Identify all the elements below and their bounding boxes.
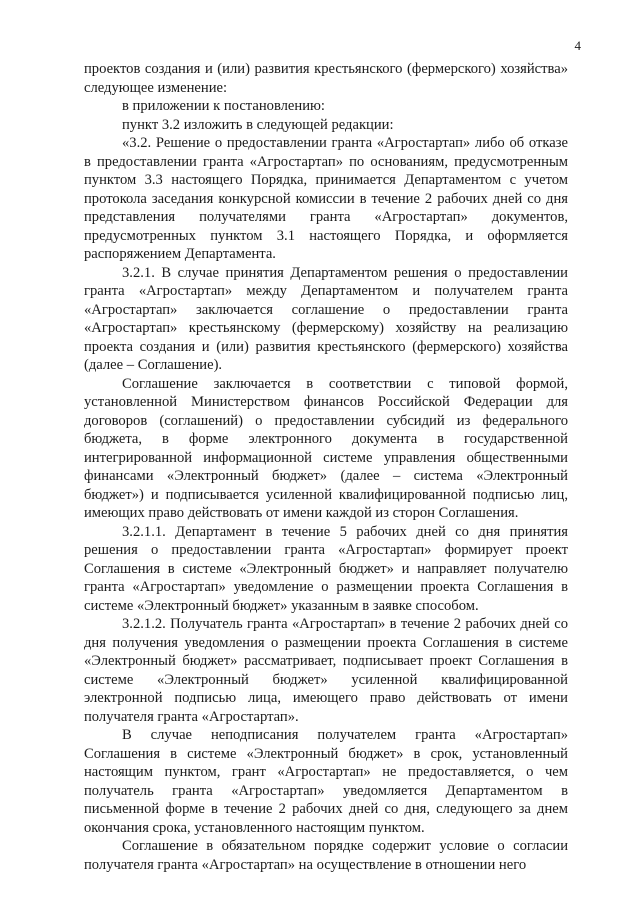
paragraph: Соглашение в обязательном порядке содержит условие о согласии получателя гранта «Агростартап» на осуществление в отношении него [84, 838, 568, 873]
page-number: 4 [574, 38, 581, 53]
paragraph: 3.2.1. В случае принятия Департаментом решения о предоставлении гранта «Агростартап» между Департаментом и получателем гранта «Агростартап» заключается соглашение о предоставлении гранта «Агростартап» крестьянскому (фермерскому) хозяйству на реализацию проекта создания и (или) развития крестьянского (фермерского) хозяйства (далее – Соглашение). [84, 264, 568, 373]
paragraph: Соглашение заключается в соответствии с типовой формой, установленной Министерством финансов Российской Федерации для договоров (соглашений) о предоставлении субсидий из федерального бюджета, в форме электронного документа в государственной интегрированной информационной системе управления общественными финансами «Электронный бюджет» (далее – система «Электронный бюджет») и подписывается усиленной квалифицированной подписью лиц, имеющих право действовать от имени каждой из сторон Соглашения. [84, 375, 568, 521]
paragraph: пункт 3.2 изложить в следующей редакции: [122, 116, 394, 133]
paragraph: проектов создания и (или) развития крестьянского (фермерского) хозяйства» следующее изменение: [84, 61, 568, 96]
paragraph: В случае неподписания получателем гранта «Агростартап» Соглашения в системе «Электронный бюджет» в срок, установленный настоящим пунктом, грант «Агростартап» не предоставляется, о чем получатель гранта «Агростартап» уведомляется Департаментом в письменной форме в течение 2 рабочих дней со дня, следующего за днем окончания срока, установленного настоящим пунктом. [84, 727, 568, 836]
paragraph: «3.2. Решение о предоставлении гранта «Агростартап» либо об отказе в предоставлении гранта «Агростартап» по основаниям, предусмотренным пунктом 3.3 настоящего Порядка, принимается Департаментом с учетом протокола заседания конкурсной комиссии в течение 2 рабочих дней со дня представления получателями гранта «Агростартап» документов, предусмотренных пунктом 3.1 настоящего Порядка, и оформляется распоряжением Департамента. [84, 135, 568, 262]
paragraph: 3.2.1.2. Получатель гранта «Агростартап» в течение 2 рабочих дней со дня получения уведомления о размещении проекта Соглашения в системе «Электронный бюджет» рассматривает, подписывает проект Соглашения в системе «Электронный бюджет» усиленной квалифицированной электронной подписью лица, имеющего право действовать от имени получателя гранта «Агростартап». [84, 616, 568, 725]
document-body [84, 60, 568, 874]
paragraph: 3.2.1.1. Департамент в течение 5 рабочих дней со дня принятия решения о предоставлении гранта «Агростартап» формирует проект Соглашения в системе «Электронный бюджет» и направляет получателю гранта «Агростартап» уведомление о размещении проекта Соглашения в системе «Электронный бюджет» указанным в заявке способом. [84, 523, 568, 614]
paragraph: в приложении к постановлению: [122, 98, 325, 114]
